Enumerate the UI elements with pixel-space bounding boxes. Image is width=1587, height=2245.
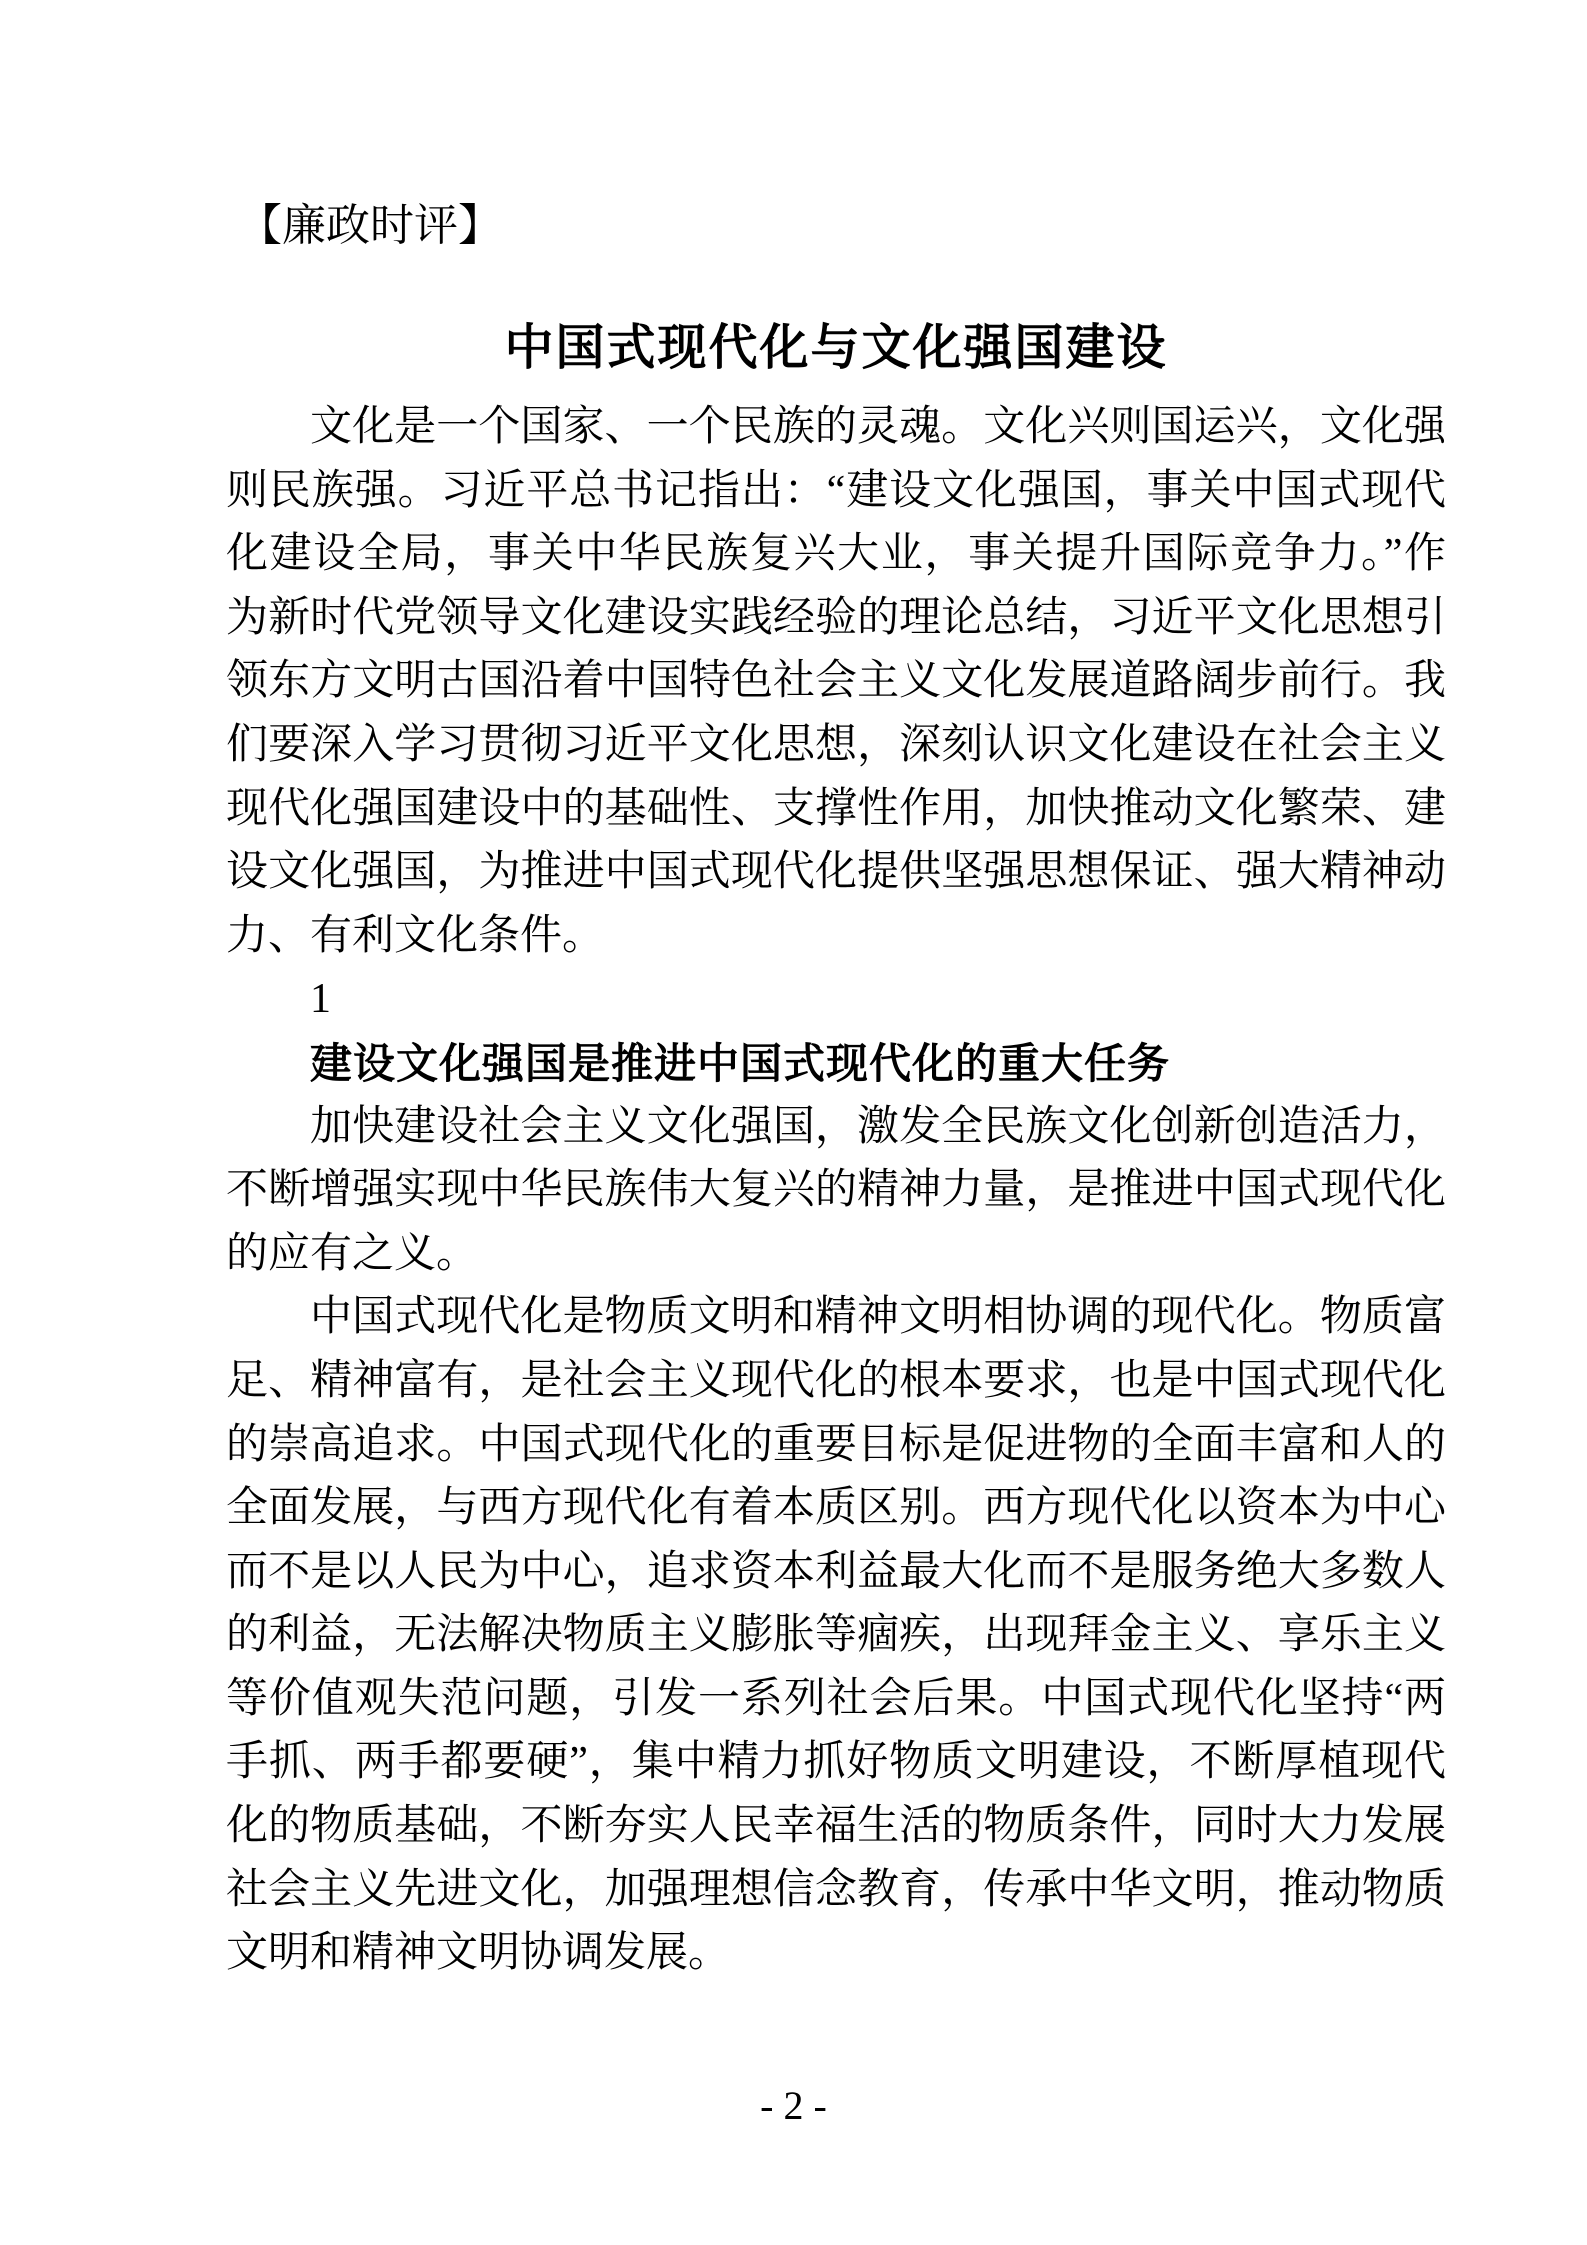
body-line: 文化是一个国家、一个民族的灵魂。文化兴则国运兴，文化强 (310, 404, 1446, 450)
body-line: 中国式现代化是物质文明和精神文明相协调的现代化。物质富 (310, 1294, 1446, 1341)
body-line: 而不是以人民为中心，追求资本利益最大化而不是服务绝大多数人 (226, 1548, 1446, 1595)
category-header: 【廉政时评】 (238, 201, 502, 250)
body-line: 不断增强实现中华民族伟大复兴的精神力量，是推进中国式现代化 (226, 1167, 1446, 1214)
body-line: 力、有利文化条件。 (226, 912, 605, 959)
body-line: 的崇高追求。中国式现代化的重要目标是促进物的全面丰富和人的 (226, 1421, 1446, 1468)
section-heading: 建设文化强国是推进中国式现代化的重大任务 (310, 1039, 1171, 1087)
body-line: 的应有之义。 (226, 1230, 479, 1277)
body-line: 的利益，无法解决物质主义膨胀等痼疾，出现拜金主义、享乐主义 (226, 1612, 1446, 1659)
body-line: 加快建设社会主义文化强国，激发全民族文化创新创造活力， (310, 1103, 1446, 1150)
body-line: 等价值观失范问题，引发一系列社会后果。中国式现代化坚持“两 (226, 1675, 1446, 1722)
document-body (226, 396, 1446, 1986)
body-line: 化的物质基础，不断夯实人民幸福生活的物质条件，同时大力发展 (226, 1803, 1446, 1850)
body-line: 设文化强国，为推进中国式现代化提供坚强思想保证、强大精神动 (226, 849, 1446, 896)
body-line: 足、精神富有，是社会主义现代化的根本要求，也是中国式现代化 (226, 1357, 1446, 1404)
page-number: - 2 - (760, 2083, 827, 2128)
body-line: 现代化强国建设中的基础性、支撑性作用，加快推动文化繁荣、建 (226, 785, 1446, 832)
page-title: 中国式现代化与文化强国建设 (504, 320, 1168, 375)
body-line: 手抓、两手都要硬”，集中精力抓好物质文明建设，不断厚植现代 (226, 1739, 1446, 1786)
body-line: 领东方文明古国沿着中国特色社会主义文化发展道路阔步前行。我 (226, 658, 1446, 705)
body-line: 全面发展，与西方现代化有着本质区别。西方现代化以资本为中心 (226, 1485, 1446, 1532)
section-number: 1 (310, 976, 331, 1023)
body-line: 们要深入学习贯彻习近平文化思想，深刻认识文化建设在社会主义 (226, 721, 1446, 768)
body-line: 则民族强。习近平总书记指出：“建设文化强国，事关中国式现代 (226, 467, 1446, 514)
body-line: 文明和精神文明协调发展。 (226, 1930, 731, 1977)
body-line: 为新时代党领导文化建设实践经验的理论总结，习近平文化思想引 (226, 594, 1446, 641)
body-line: 社会主义先进文化，加强理想信念教育，传承中华文明，推动物质 (226, 1866, 1446, 1913)
body-line: 化建设全局，事关中华民族复兴大业，事关提升国际竞争力。”作 (226, 531, 1446, 578)
